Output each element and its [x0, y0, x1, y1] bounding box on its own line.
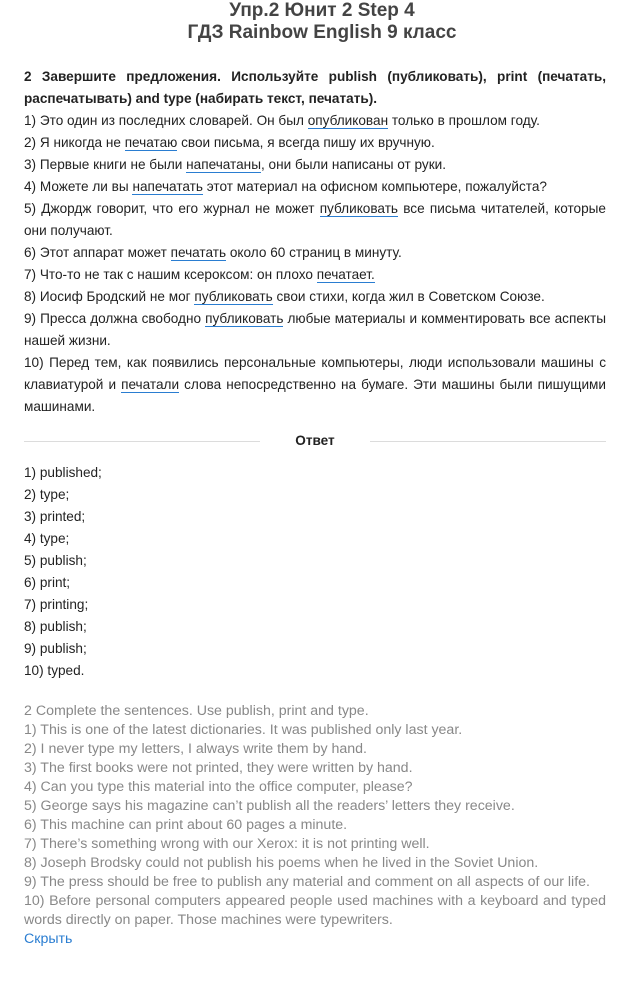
task-item-text: 5) Джордж говорит, что его журнал не может [24, 201, 320, 216]
task-item [24, 308, 606, 352]
answers-list [24, 462, 102, 682]
task-item-underlined-word: опубликован [307, 113, 389, 128]
task-heading: 2 Завершите предложения. Используйте publish (публиковать), print (печатать, распечатывать) and type (набирать текст, печатать). [24, 69, 606, 106]
answer-item: 9) publish; [24, 641, 87, 656]
translation-line: 9) The press should be free to publish any material and comment on all aspects of our life. [24, 874, 590, 890]
task-item-underlined-word: печатать [170, 245, 227, 260]
answer-item: 5) publish; [24, 553, 87, 568]
answer-item: 2) type; [24, 487, 70, 502]
task-items [24, 110, 606, 418]
task-item-text: 10) Перед тем, как появились персональные компьютеры, люди использовали машины с клавиатурой и [24, 355, 606, 392]
divider-line-right [370, 441, 606, 442]
hide-link[interactable]: Скрыть [24, 931, 73, 947]
task-item [24, 154, 606, 176]
task-item-text: этот материал на офисном компьютере, пожалуйста? [202, 179, 547, 194]
task-item-underlined-word: печатаю [124, 135, 178, 150]
task-item-underlined-word: публиковать [194, 289, 273, 304]
translation-line: 10) Before personal computers appeared people used machines with a keyboard and typed words directly on paper. Those machines were typewriters. [24, 893, 606, 928]
answer-item: 4) type; [24, 531, 70, 546]
task-item-text: , они были написаны от руки. [260, 157, 447, 172]
task-item-text: только в прошлом году. [388, 113, 540, 128]
translation-lines [24, 702, 606, 930]
translation-line: 2 Complete the sentences. Use publish, print and type. [24, 703, 369, 719]
task-item-text: свои письма, я всегда пишу их вручную. [177, 135, 435, 150]
task-item-underlined-word: печатали [121, 377, 180, 392]
answer-item: 8) publish; [24, 619, 87, 634]
task-item-text: 6) Этот аппарат может [24, 245, 171, 260]
task-item-text: свои стихи, когда жил в Советском Союзе. [272, 289, 545, 304]
task-item-text: 2) Я никогда не [24, 135, 125, 150]
task-item-text: 4) Можете ли вы [24, 179, 133, 194]
translation-line: 2) I never type my letters, I always write them by hand. [24, 741, 368, 757]
task-item-text: слова непосредственно на бумаге. Эти машины были пишущими машинами. [24, 377, 606, 414]
translation-line: 6) This machine can print about 60 pages a minute. [24, 817, 348, 833]
translation-line: 7) There’s something wrong with our Xerox: it is not printing well. [24, 836, 430, 852]
answer-item: 6) print; [24, 575, 71, 590]
translation-block [24, 702, 606, 949]
answer-item: 7) printing; [24, 597, 89, 612]
answer-item: 1) published; [24, 465, 102, 480]
task-item-text: 3) Первые книги не были [24, 157, 187, 172]
task-item-text: 7) Что-то не так с нашим ксероксом: он плохо [24, 267, 317, 282]
task-item [24, 242, 606, 264]
task-item-text: 9) Пресса должна свободно [24, 311, 206, 326]
task-item [24, 198, 606, 242]
task-item-underlined-word: печатает. [316, 267, 375, 282]
task-item-text: 1) Это один из последних словарей. Он был [24, 113, 308, 128]
task-item-underlined-word: напечатать [132, 179, 203, 194]
task-item-text: все письма читателей, которые они получают. [24, 201, 606, 238]
task-item-underlined-word: напечатаны [186, 157, 261, 172]
translation-line: 5) George says his magazine can’t publish all the readers’ letters they receive. [24, 798, 515, 814]
task-item-text: около 60 страниц в минуту. [226, 245, 402, 260]
translation-line: 1) This is one of the latest dictionaries. It was published only last year. [24, 722, 463, 738]
answer-divider [24, 433, 606, 451]
task-item-underlined-word: публиковать [319, 201, 398, 216]
translation-line: 8) Joseph Brodsky could not publish his poems when he lived in the Soviet Union. [24, 855, 539, 871]
task-item [24, 352, 606, 418]
translation-line: 3) The first books were not printed, they were written by hand. [24, 760, 413, 776]
task-item-text: 8) Иосиф Бродский не мог [24, 289, 195, 304]
task-item [24, 176, 606, 198]
answer-item: 10) typed. [24, 663, 85, 678]
translation-line: 4) Can you type this material into the office computer, please? [24, 779, 413, 795]
task-item [24, 264, 606, 286]
divider-line-left [24, 441, 260, 442]
answer-label: Ответ [295, 433, 335, 448]
task-item [24, 132, 606, 154]
page-title-line1: Упр.2 Юнит 2 Step 4 [229, 0, 415, 21]
task-item [24, 286, 606, 308]
task-item [24, 110, 606, 132]
page-title-line2: ГДЗ Rainbow English 9 класс [187, 22, 457, 43]
task-item-text: любые материалы и комментировать все аспекты нашей жизни. [24, 311, 606, 348]
answer-item: 3) printed; [24, 509, 86, 524]
task-block [24, 66, 606, 418]
task-item-underlined-word: публиковать [205, 311, 284, 326]
